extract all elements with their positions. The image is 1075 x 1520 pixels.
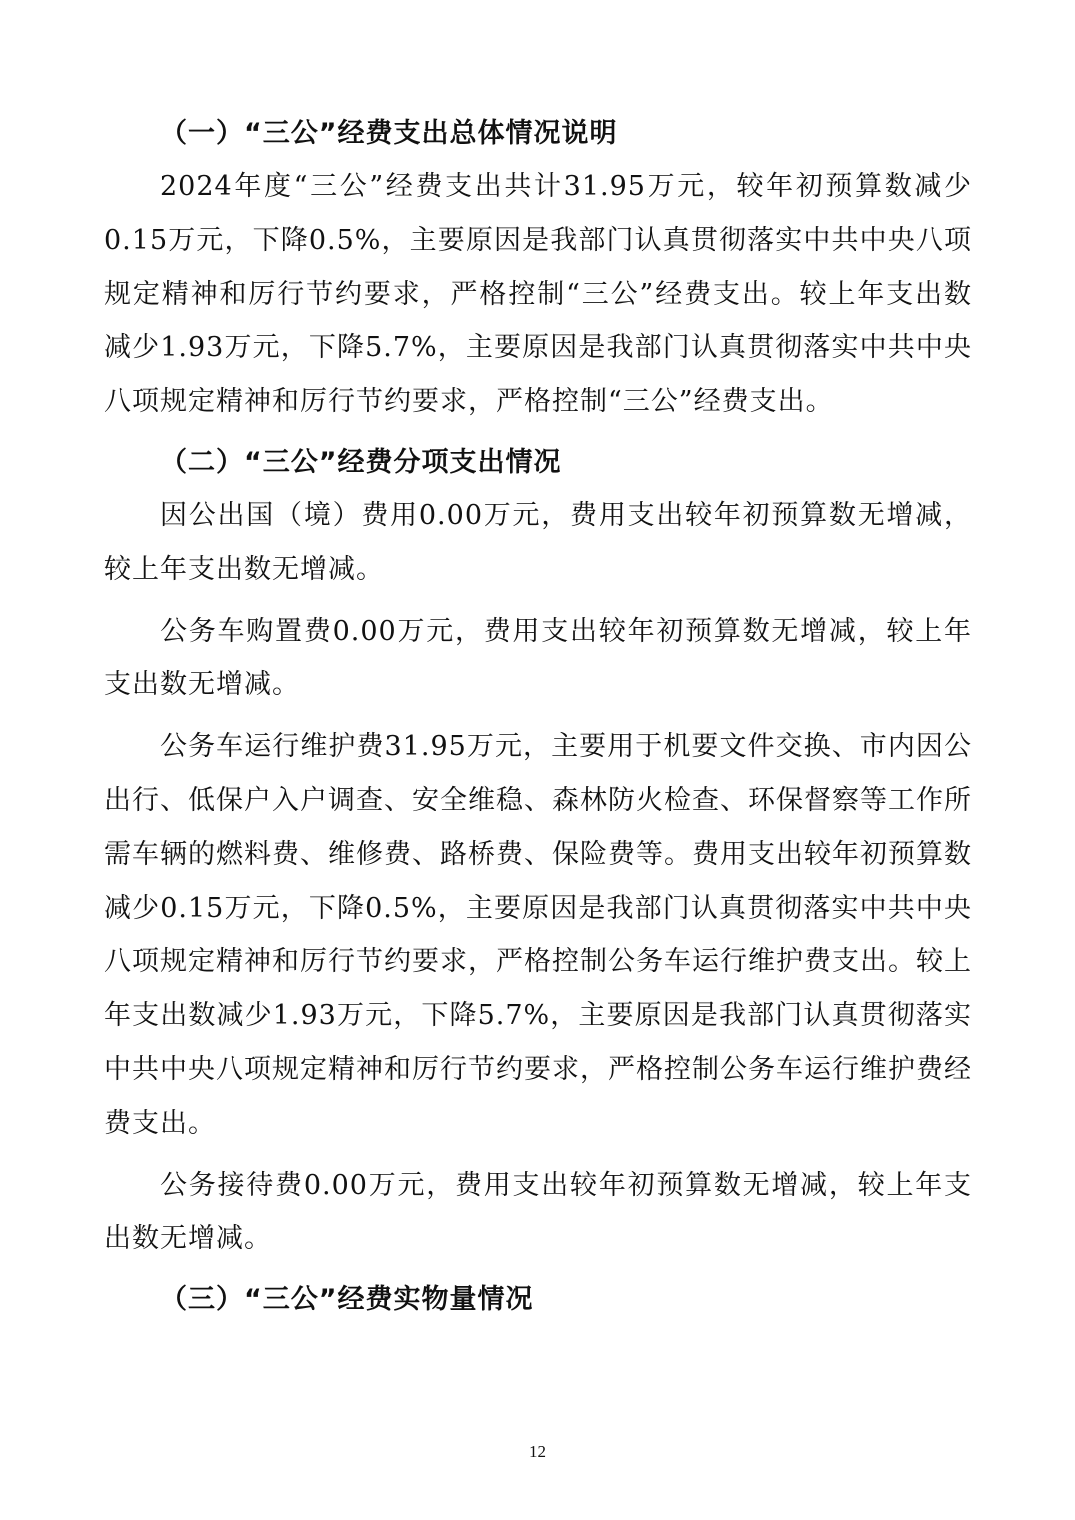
section-heading-itemized: （二）“三公”经费分项支出情况 — [160, 446, 562, 478]
section-heading-overall: （一）“三公”经费支出总体情况说明 — [160, 118, 618, 149]
document-page — [104, 108, 972, 1326]
page-number: 12 — [529, 1442, 546, 1461]
paragraph-vehicle-purchase: 公务车购置费0.00万元，费用支出较年初预算数无增减，较上年支出数无增减。 — [104, 615, 972, 701]
section-heading-physical-quantity: （三）“三公”经费实物量情况 — [160, 1284, 534, 1316]
paragraph-overseas-travel: 因公出国（境）费用0.00万元，费用支出较年初预算数无增减，较上年支出数无增减。 — [104, 499, 972, 585]
paragraph-vehicle-maintenance: 公务车运行维护费31.95万元，主要用于机要文件交换、市内因公出行、低保户入户调查、安全维稳、森林防火检查、环保督察等工作所需车辆的燃料费、维修费、路桥费、保险费等。费用支出较年初预算数减少0.15万元，下降0.5%，主要原因是我部门认真贯彻落实中共中央八项规定精神和厉行节约要求，严格控制公务车运行维护费支出。较上年支出数减少1.93万元，下降5.7%，主要原因是我部门认真贯彻落实中共中央八项规定精神和厉行节约要求，严格控制公务车运行维护费经费支出。 — [104, 731, 972, 1139]
paragraph-overall-summary: 2024年度“三公”经费支出共计31.95万元，较年初预算数减少0.15万元，下降0.5%，主要原因是我部门认真贯彻落实中共中央八项规定精神和厉行节约要求，严格控制“三公”经费支出。较上年支出数减少1.93万元，下降5.7%，主要原因是我部门认真贯彻落实中共中央八项规定精神和厉行节约要求，严格控制“三公”经费支出。 — [104, 171, 972, 418]
paragraph-official-reception: 公务接待费0.00万元，费用支出较年初预算数无增减，较上年支出数无增减。 — [104, 1169, 972, 1255]
